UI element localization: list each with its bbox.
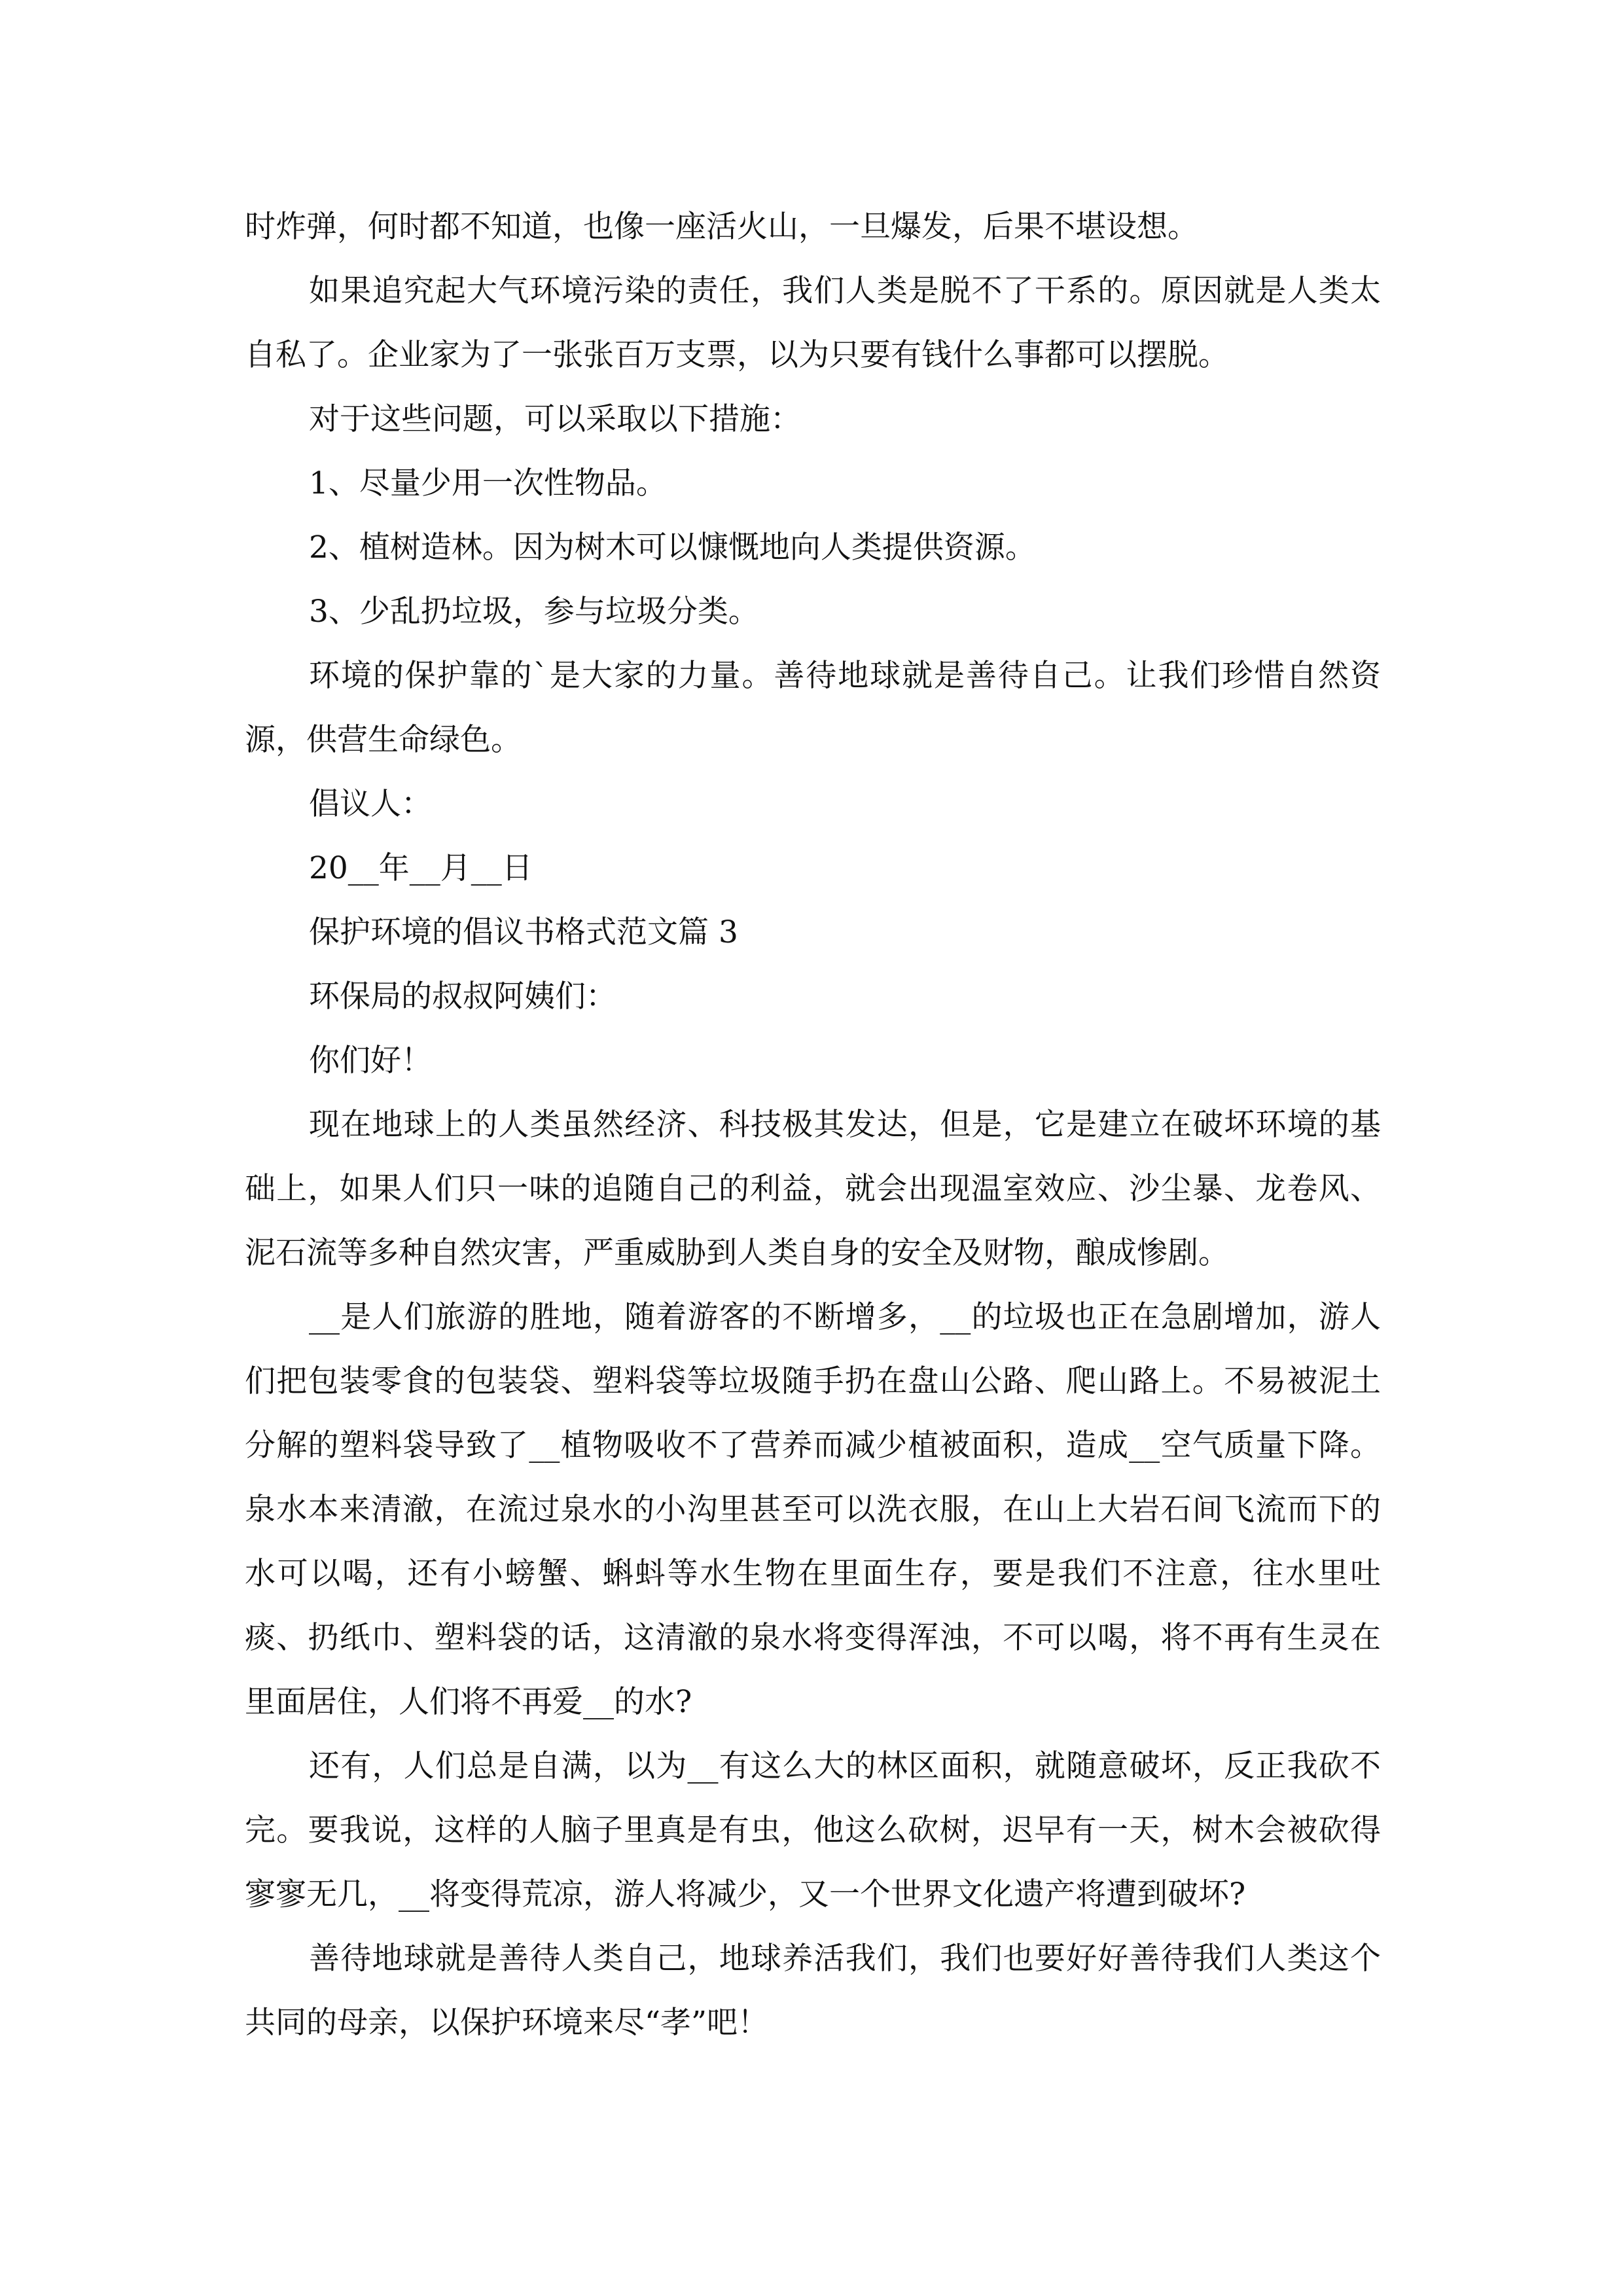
paragraph: 还有，人们总是自满，以为__有这么大的林区面积，就随意破坏，反正我砍不完。要我说，这样的人脑子里真是有虫，他这么砍树，迟早有一天，树木会被砍得寥寥无几，__将变得荒凉，游人将减少，又一个世界文化遗产将遭到破坏? bbox=[245, 1748, 1381, 1912]
document-body bbox=[245, 195, 1381, 2055]
salutation: 环保局的叔叔阿姨们： bbox=[309, 978, 616, 1014]
paragraph: 时炸弹，何时都不知道，也像一座活火山，一旦爆发，后果不堪设想。 bbox=[245, 209, 1198, 245]
section-title: 保护环境的倡议书格式范文篇 3 bbox=[309, 914, 738, 950]
paragraph: 如果追究起大气环境污染的责任，我们人类是脱不了干系的。原因就是人类太自私了。企业家为了一张张百万支票，以为只要有钱什么事都可以摆脱。 bbox=[245, 273, 1381, 373]
greeting: 你们好！ bbox=[309, 1043, 432, 1079]
signature-label: 倡议人： bbox=[309, 786, 432, 822]
paragraph: 对于这些问题，可以采取以下措施： bbox=[309, 401, 801, 437]
paragraph: 善待地球就是善待人类自己，地球养活我们，我们也要好好善待我们人类这个共同的母亲，以保护环境来尽“孝”吧！ bbox=[245, 1941, 1381, 2041]
list-item: 3、少乱扔垃圾，参与垃圾分类。 bbox=[309, 594, 759, 630]
paragraph: __是人们旅游的胜地，随着游客的不断增多，__的垃圾也正在急剧增加，游人们把包装零食的包装袋、塑料袋等垃圾随手扔在盘山公路、爬山路上。不易被泥土分解的塑料袋导致了__植物吸收不了营养而减少植被面积，造成__空气质量下降。泉水本来清澈，在流过泉水的小沟里甚至可以洗衣服，在山上大岩石间飞流而下的水可以喝，还有小螃蟹、蝌蚪等水生物在里面生存，要是我们不注意，往水里吐痰、扔纸巾、塑料袋的话，这清澈的泉水将变得浑浊，不可以喝，将不再有生灵在里面居住，人们将不再爱__的水? bbox=[245, 1299, 1381, 1720]
list-item: 1、尽量少用一次性物品。 bbox=[309, 465, 667, 501]
paragraph: 现在地球上的人类虽然经济、科技极其发达，但是，它是建立在破坏环境的基础上，如果人们只一味的追随自己的利益，就会出现温室效应、沙尘暴、龙卷风、泥石流等多种自然灾害，严重威胁到人类自身的安全及财物，酿成惨剧。 bbox=[245, 1107, 1381, 1271]
list-item: 2、植树造林。因为树木可以慷慨地向人类提供资源。 bbox=[309, 529, 1036, 565]
date-line: 20__年__月__日 bbox=[309, 850, 533, 886]
paragraph: 环境的保护靠的`是大家的力量。善待地球就是善待自己。让我们珍惜自然资源，供营生命绿色。 bbox=[245, 658, 1381, 758]
